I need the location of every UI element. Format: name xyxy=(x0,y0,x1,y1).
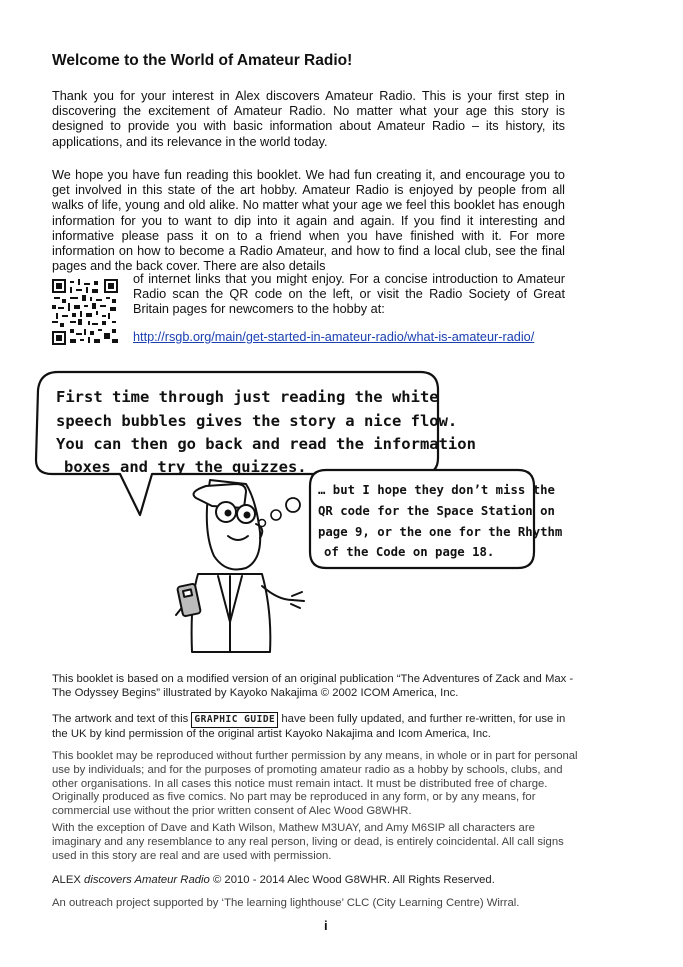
footer-outreach: An outreach project supported by ‘The learning lighthouse’ CLC (City Learning Centre) Wirral. xyxy=(52,897,520,909)
bubble2-line-1: … but I hope they don’t miss the xyxy=(318,483,555,497)
page-title: Welcome to the World of Amateur Radio! xyxy=(52,52,353,69)
copyright-prefix: ALEX xyxy=(52,874,85,886)
footer-characters-notice: With the exception of Dave and Kath Wilson, Mathew M3UAY, and Amy M6SIP all characters are imaginary and any resemblance to any real person, living or dead, is entirely coincidental. All call signs used in this story are real and are used with permission. xyxy=(52,822,564,862)
alex-character xyxy=(176,480,304,652)
bubble1-line-2: speech bubbles gives the story a nice flow. xyxy=(56,412,458,430)
qr-code-icon[interactable] xyxy=(52,279,118,345)
intro-paragraph-1: Thank you for your interest in Alex discovers Amateur Radio. This is your first step in discovering the excitement of Amateur Radio. No matter what your age this story is designed to provide you with basic information about Amateur Radio – its history, its applications, and its relevance in the world today. xyxy=(52,89,565,149)
bubble1-line-3: You can then go back and read the information xyxy=(56,435,476,453)
bubble1-line-1: First time through just reading the white xyxy=(56,388,439,406)
footer-credit-original: This booklet is based on a modified version of an original publication “The Adventures of Zack and Max - The Odyssey Begins” illustrated by Kayoko Nakajima © 2002 ICOM America, Inc. xyxy=(52,673,574,699)
rsgb-link[interactable]: http://rsgb.org/main/get-started-in-amateur-radio/what-is-amateur-radio/ xyxy=(133,330,535,344)
f2-text-after: have been fully updated, and further re-written, for use in the UK by kind permission of the original artist Kayoko Nakajima and Icom America, Inc. xyxy=(52,713,566,740)
footer-copyright xyxy=(52,874,580,888)
bubble1-line-4: boxes and try the quizzes. xyxy=(64,458,307,476)
intro-paragraph-3: of internet links that you might enjoy. For a concise introduction to Amateur Radio scan the QR code on the left, or visit the Radio Society of Great Britain pages for newcomers to the hobby at: xyxy=(133,272,565,317)
f2-text-before: The artwork and text of this xyxy=(52,713,192,725)
bubble2-line-4: of the Code on page 18. xyxy=(324,545,495,559)
intro-paragraph-2: We hope you have fun reading this booklet. We had fun creating it, and encourage you to get involved in this state of the art hobby. Amateur Radio is enjoyed by people from all walks of life, young and old alike. No matter what your age we feel this booklet has enough information for you to want to dip into it again and again. If you find it interesting and informative please pass it on to a friend when you have finished with it. For more information on how to become a Radio Amateur, and how to find a local club, see the final pages and the back cover. There are also details xyxy=(52,168,565,274)
graphic-guide-badge: GRAPHIC GUIDE xyxy=(191,712,278,728)
page-number: i xyxy=(324,918,328,933)
bubble2-line-3: page 9, or the one for the Rhythm xyxy=(318,525,563,539)
footer-credit-artwork xyxy=(52,712,580,742)
footer-reproduction-notice: This booklet may be reproduced without further permission by any means, in whole or in part for personal use by individuals; and for the purposes of promoting amateur radio as a hobby by schools, clubs, and other organisations. In all cases this notice must remain intact. It must be distributed free of charge. Originally produced as five comics. No part may be reproduced in any form, or by any means, for commercial use without the prior written consent of Alec Wood G8WHR. xyxy=(52,750,578,818)
copyright-suffix: © 2010 - 2014 Alec Wood G8WHR. All Rights Reserved. xyxy=(209,874,495,886)
comic-illustration xyxy=(0,360,683,660)
bubble2-line-2: QR code for the Space Station on xyxy=(318,504,555,518)
copyright-italic: discovers Amateur Radio xyxy=(84,874,210,886)
